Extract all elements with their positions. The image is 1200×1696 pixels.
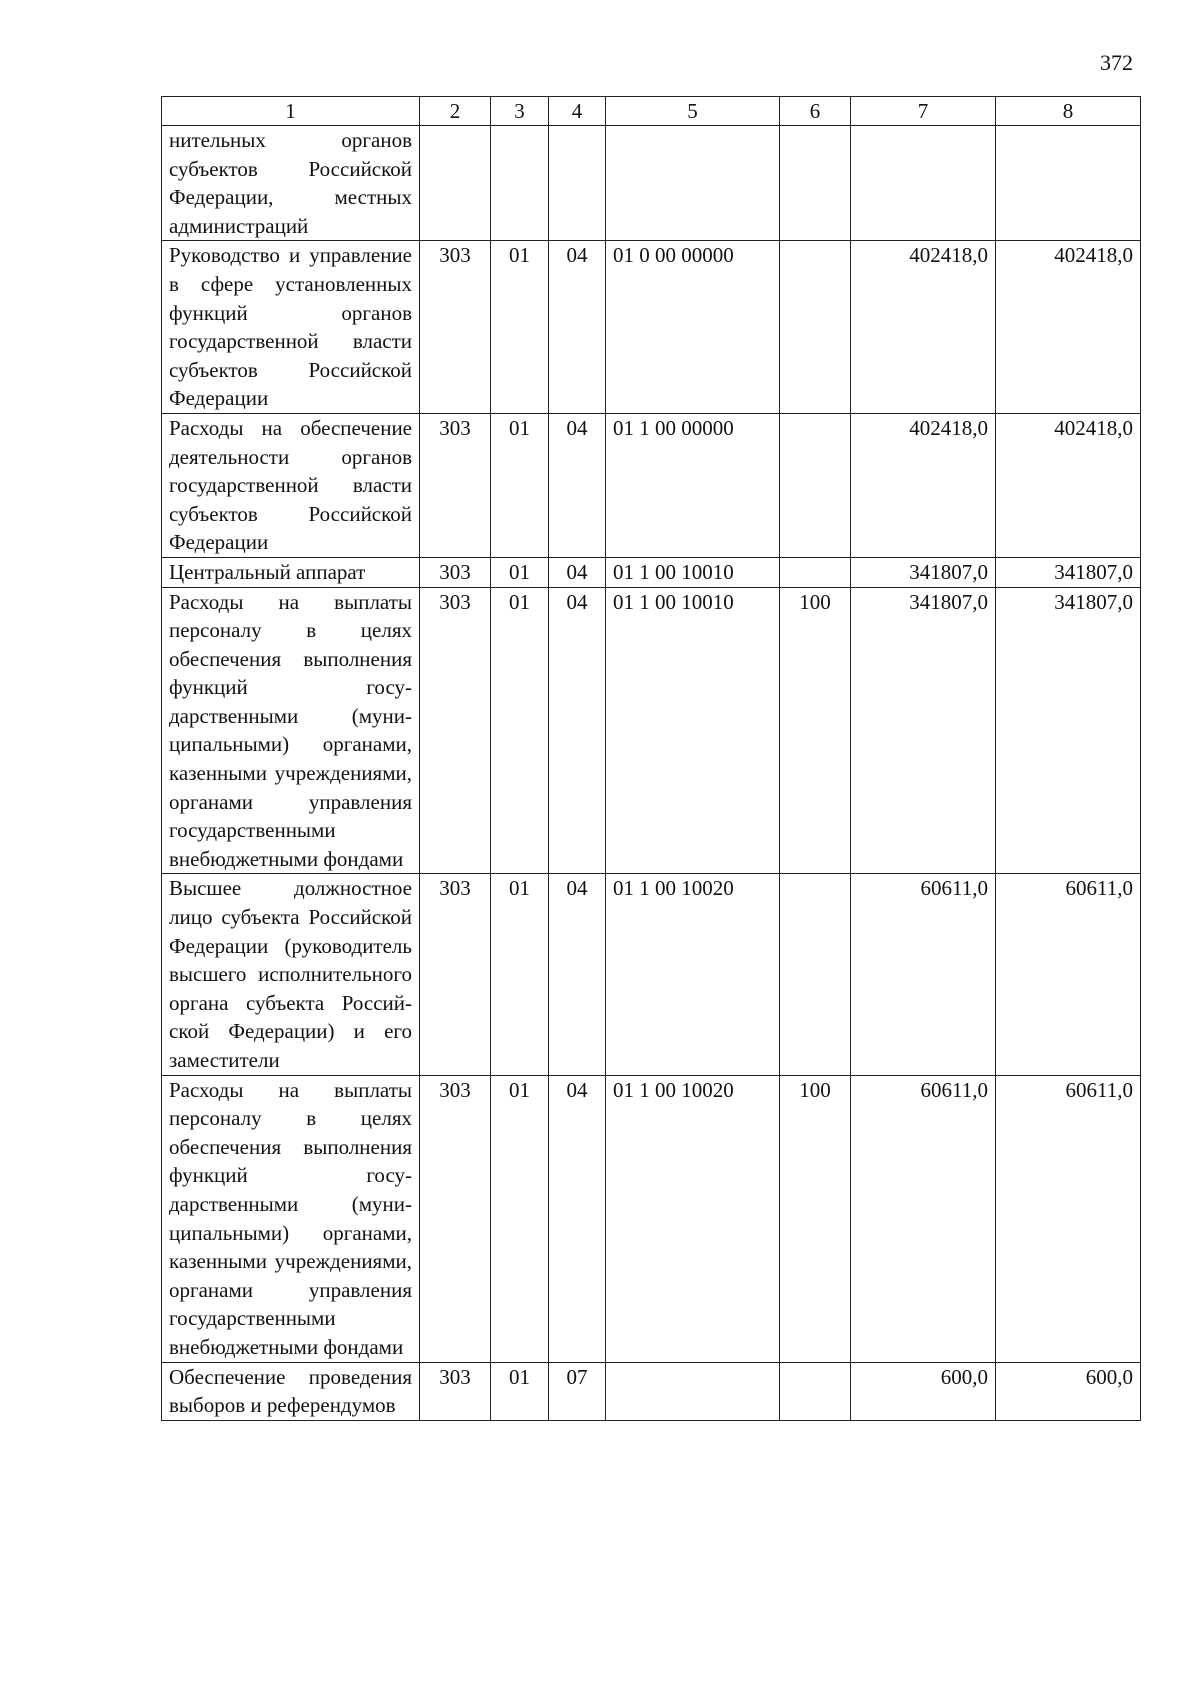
table-row [162, 874, 1141, 1075]
row-code-4: 04 [549, 874, 606, 1075]
row-value-7: 402418,0 [851, 241, 996, 414]
row-code-2 [420, 126, 491, 241]
table-row [162, 413, 1141, 557]
row-code-4: 04 [549, 241, 606, 414]
row-code-4: 04 [549, 587, 606, 874]
row-code-5: 01 1 00 10020 [606, 1075, 780, 1362]
row-value-8: 402418,0 [996, 241, 1141, 414]
table-row [162, 557, 1141, 587]
row-code-5: 01 1 00 00000 [606, 413, 780, 557]
page-number: 372 [1100, 50, 1133, 75]
table-row [162, 1075, 1141, 1362]
row-value-7: 402418,0 [851, 413, 996, 557]
row-code-4 [549, 126, 606, 241]
row-value-8: 60611,0 [996, 1075, 1141, 1362]
row-value-8: 60611,0 [996, 874, 1141, 1075]
col-header-1: 1 [162, 97, 420, 126]
row-code-3: 01 [491, 874, 549, 1075]
row-code-6 [780, 874, 851, 1075]
col-header-6: 6 [780, 97, 851, 126]
row-code-4: 04 [549, 413, 606, 557]
table-row [162, 1362, 1141, 1420]
row-code-2: 303 [420, 413, 491, 557]
row-code-3: 01 [491, 587, 549, 874]
row-value-8: 600,0 [996, 1362, 1141, 1420]
row-code-2: 303 [420, 557, 491, 587]
table-row [162, 587, 1141, 874]
row-code-6 [780, 1362, 851, 1420]
row-code-6 [780, 126, 851, 241]
row-code-2: 303 [420, 874, 491, 1075]
row-code-6 [780, 241, 851, 414]
row-code-4: 04 [549, 1075, 606, 1362]
row-code-5 [606, 1362, 780, 1420]
row-code-6 [780, 557, 851, 587]
row-code-2: 303 [420, 1362, 491, 1420]
row-value-7 [851, 126, 996, 241]
budget-table [161, 96, 1141, 1421]
row-name: Руководство и управление в сфере установленных функций органов государственной власти субъектов Российской Федерации [162, 241, 420, 414]
table-row [162, 126, 1141, 241]
row-code-6: 100 [780, 1075, 851, 1362]
row-value-7: 600,0 [851, 1362, 996, 1420]
col-header-5: 5 [606, 97, 780, 126]
row-value-8 [996, 126, 1141, 241]
row-code-3 [491, 126, 549, 241]
row-code-6: 100 [780, 587, 851, 874]
row-value-7: 341807,0 [851, 557, 996, 587]
row-code-2: 303 [420, 587, 491, 874]
row-value-7: 341807,0 [851, 587, 996, 874]
header-row [162, 97, 1141, 126]
row-code-3: 01 [491, 1075, 549, 1362]
row-code-2: 303 [420, 241, 491, 414]
row-code-5: 01 0 00 00000 [606, 241, 780, 414]
row-name: Расходы на обеспечение деятельности органов государственной власти субъектов Российской Федерации [162, 413, 420, 557]
col-header-7: 7 [851, 97, 996, 126]
col-header-3: 3 [491, 97, 549, 126]
row-code-5: 01 1 00 10010 [606, 587, 780, 874]
row-code-3: 01 [491, 557, 549, 587]
row-code-2: 303 [420, 1075, 491, 1362]
row-code-3: 01 [491, 413, 549, 557]
row-name: Расходы на выплаты персоналу в целях обеспечения выполнения функций государственными (муниципальными) органами, казенными учреждениями, органами управления государственными внебюджетными фондами [162, 1075, 420, 1362]
row-name: Высшее должностное лицо субъекта Российской Федерации (руководитель высшего исполнительного органа субъекта Российской Федерации) и его заместители [162, 874, 420, 1075]
row-code-3: 01 [491, 1362, 549, 1420]
row-code-5: 01 1 00 10010 [606, 557, 780, 587]
row-value-7: 60611,0 [851, 874, 996, 1075]
row-name: Обеспечение проведения выборов и референдумов [162, 1362, 420, 1420]
row-code-4: 07 [549, 1362, 606, 1420]
row-code-6 [780, 413, 851, 557]
row-value-8: 341807,0 [996, 557, 1141, 587]
row-name: нительных органов субъектов Российской Федерации, местных администраций [162, 126, 420, 241]
col-header-8: 8 [996, 97, 1141, 126]
row-value-8: 341807,0 [996, 587, 1141, 874]
row-code-3: 01 [491, 241, 549, 414]
row-value-7: 60611,0 [851, 1075, 996, 1362]
row-code-5 [606, 126, 780, 241]
col-header-2: 2 [420, 97, 491, 126]
table-row [162, 241, 1141, 414]
row-name: Расходы на выплаты персоналу в целях обеспечения выполнения функций государственными (муниципальными) органами, казенными учреждениями, органами управления государственными внебюджетными фондами [162, 587, 420, 874]
row-code-5: 01 1 00 10020 [606, 874, 780, 1075]
row-code-4: 04 [549, 557, 606, 587]
col-header-4: 4 [549, 97, 606, 126]
row-value-8: 402418,0 [996, 413, 1141, 557]
row-name: Центральный аппарат [162, 557, 420, 587]
